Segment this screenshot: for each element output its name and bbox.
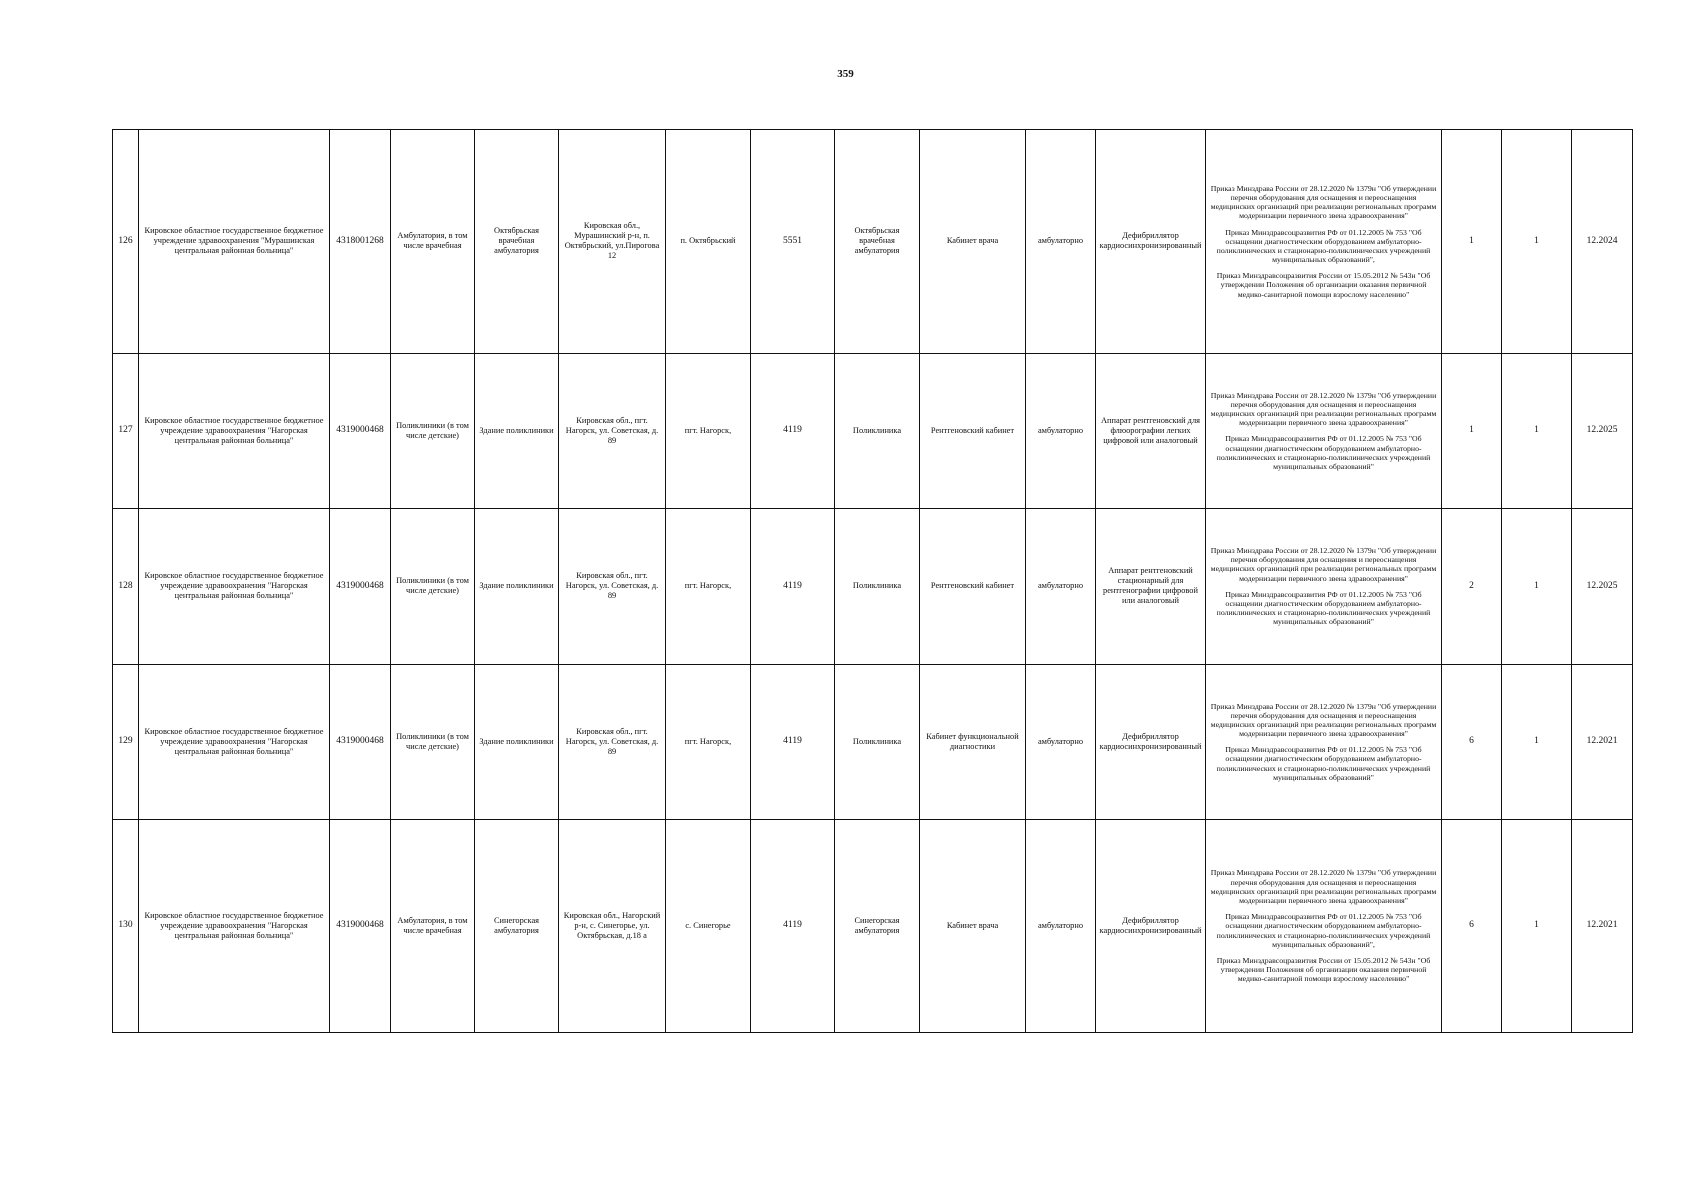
address-cell: Кировская обл., Мурашинский р-н, п. Октябрьский, ул.Пирогова 12: [559, 130, 666, 354]
legal-basis-cell: [1206, 664, 1442, 819]
institution-name: Кировское областное государственное бюджетное учреждение здравоохранения "Нагорская центральная районная больница": [139, 664, 330, 819]
legal-basis-paragraph: Приказ Минздрава России от 28.12.2020 № 1379н "Об утверждении перечня оборудования для оснащения и переоснащения медицинских организаций при реализации региональных программ модернизации первичного звена здравоохранения": [1210, 183, 1437, 221]
table-row: [113, 664, 1633, 819]
table-row: [113, 130, 1633, 354]
organization-type: Поликлиники (в том числе детские): [391, 664, 475, 819]
care-form-cell: амбулаторно: [1026, 130, 1096, 354]
planned-quantity-cell: 1: [1502, 820, 1572, 1033]
population-cell: 4119: [751, 509, 835, 664]
table-row: [113, 820, 1633, 1033]
planned-quantity-cell: 1: [1502, 509, 1572, 664]
equipment-cell: Дефибриллятор кардиосинхронизированный: [1096, 130, 1206, 354]
inn-cell: 4319000468: [330, 664, 391, 819]
legal-basis-cell: [1206, 130, 1442, 354]
legal-basis-cell: [1206, 820, 1442, 1033]
inn-cell: 4319000468: [330, 353, 391, 508]
room-cell: Рентгеновский кабинет: [920, 509, 1026, 664]
deadline-cell: 12.2024: [1572, 130, 1633, 354]
building-name: Синегорская амбулатория: [475, 820, 559, 1033]
locality-cell: пгт. Нагорск,: [666, 664, 751, 819]
row-number: 126: [113, 130, 139, 354]
institution-name: Кировское областное государственное бюджетное учреждение здравоохранения "Нагорская центральная районная больница": [139, 509, 330, 664]
address-cell: Кировская обл., пгт. Нагорск, ул. Советская, д. 89: [559, 509, 666, 664]
legal-basis-paragraph: Приказ Минздрава России от 28.12.2020 № 1379н "Об утверждении перечня оборудования для оснащения и переоснащения медицинских организаций при реализации региональных программ модернизации первичного звена здравоохранения": [1210, 546, 1437, 583]
table-row: [113, 509, 1633, 664]
population-cell: 4119: [751, 353, 835, 508]
planned-quantity-cell: 1: [1502, 353, 1572, 508]
quantity-cell: 1: [1442, 353, 1502, 508]
organization-type: Поликлиники (в том числе детские): [391, 353, 475, 508]
building-name: Здание поликлиники: [475, 664, 559, 819]
legal-basis-paragraph: Приказ Минздравсоцразвития России от 15.05.2012 № 543н "Об утверждении Положения об организации оказания первичной медико-санитарной помощи взрослому населению": [1216, 955, 1431, 984]
institution-name: Кировское областное государственное бюджетное учреждение здравоохранения "Мурашинская центральная районная больница": [139, 130, 330, 354]
equipment-cell: Аппарат рентгеновский для флюорографии легких цифровой или аналоговый: [1096, 353, 1206, 508]
locality-cell: пгт. Нагорск,: [666, 353, 751, 508]
legal-basis-paragraph: Приказ Минздрава России от 28.12.2020 № 1379н "Об утверждении перечня оборудования для оснащения и переоснащения медицинских организаций при реализации региональных программ модернизации первичного звена здравоохранения": [1210, 868, 1437, 906]
legal-basis-paragraph: Приказ Минздравсоцразвития РФ от 01.12.2005 № 753 "Об оснащении диагностическим оборудованием амбулаторно-поликлинических и стационарно-поликлинических учреждений муниципальных образований": [1216, 434, 1431, 471]
unit-cell: Поликлиника: [835, 664, 920, 819]
address-cell: Кировская обл., пгт. Нагорск, ул. Советская, д. 89: [559, 664, 666, 819]
legal-basis-paragraph: Приказ Минздравсоцразвития РФ от 01.12.2005 № 753 "Об оснащении диагностическим оборудованием амбулаторно-поликлинических и стационарно-поликлинических учреждений муниципальных образований",: [1216, 912, 1431, 949]
unit-cell: Октябрьская врачебная амбулатория: [835, 130, 920, 354]
quantity-cell: 6: [1442, 820, 1502, 1033]
equipment-cell: Дефибриллятор кардиосинхронизированный: [1096, 664, 1206, 819]
address-cell: Кировская обл., пгт. Нагорск, ул. Советская, д. 89: [559, 353, 666, 508]
locality-cell: с. Синегорье: [666, 820, 751, 1033]
table-body: [113, 130, 1633, 1033]
organization-type: Амбулатория, в том числе врачебная: [391, 820, 475, 1033]
inn-cell: 4319000468: [330, 509, 391, 664]
room-cell: Кабинет врача: [920, 130, 1026, 354]
building-name: Здание поликлиники: [475, 353, 559, 508]
legal-basis-paragraph: Приказ Минздрава России от 28.12.2020 № 1379н "Об утверждении перечня оборудования для оснащения и переоснащения медицинских организаций при реализации региональных программ модернизации первичного звена здравоохранения": [1210, 701, 1437, 739]
row-number: 128: [113, 509, 139, 664]
care-form-cell: амбулаторно: [1026, 664, 1096, 819]
organization-type: Поликлиники (в том числе детские): [391, 509, 475, 664]
unit-cell: Поликлиника: [835, 353, 920, 508]
quantity-cell: 2: [1442, 509, 1502, 664]
equipment-registry-table: [112, 129, 1633, 1033]
row-number: 129: [113, 664, 139, 819]
legal-basis-paragraph: Приказ Минздравсоцразвития РФ от 01.12.2005 № 753 "Об оснащении диагностическим оборудованием амбулаторно-поликлинических и стационарно-поликлинических учреждений муниципальных образований": [1216, 745, 1431, 782]
legal-basis-paragraph: Приказ Минздрава России от 28.12.2020 № 1379н "Об утверждении перечня оборудования для оснащения и переоснащения медицинских организаций при реализации региональных программ модернизации первичного звена здравоохранения": [1210, 390, 1437, 428]
building-name: Здание поликлиники: [475, 509, 559, 664]
unit-cell: Синегорская амбулатория: [835, 820, 920, 1033]
legal-basis-paragraph: Приказ Минздравсоцразвития РФ от 01.12.2005 № 753 "Об оснащении диагностическим оборудованием амбулаторно-поликлинических и стационарно-поликлинических учреждений муниципальных образований": [1216, 589, 1431, 627]
inn-cell: 4319000468: [330, 820, 391, 1033]
institution-name: Кировское областное государственное бюджетное учреждение здравоохранения "Нагорская центральная районная больница": [139, 353, 330, 508]
row-number: 127: [113, 353, 139, 508]
table-row: [113, 353, 1633, 508]
deadline-cell: 12.2025: [1572, 353, 1633, 508]
row-number: 130: [113, 820, 139, 1033]
population-cell: 5551: [751, 130, 835, 354]
equipment-cell: Дефибриллятор кардиосинхронизированный: [1096, 820, 1206, 1033]
unit-cell: Поликлиника: [835, 509, 920, 664]
quantity-cell: 1: [1442, 130, 1502, 354]
locality-cell: п. Октябрьский: [666, 130, 751, 354]
inn-cell: 4318001268: [330, 130, 391, 354]
planned-quantity-cell: 1: [1502, 130, 1572, 354]
locality-cell: пгт. Нагорск,: [666, 509, 751, 664]
care-form-cell: амбулаторно: [1026, 820, 1096, 1033]
building-name: Октябрьская врачебная амбулатория: [475, 130, 559, 354]
legal-basis-paragraph: Приказ Минздравсоцразвития РФ от 01.12.2005 № 753 "Об оснащении диагностическим оборудованием амбулаторно-поликлинических и стационарно-поликлинических учреждений муниципальных образований",: [1216, 227, 1431, 265]
room-cell: Кабинет функциональной диагностики: [920, 664, 1026, 819]
population-cell: 4119: [751, 820, 835, 1033]
room-cell: Рентгеновский кабинет: [920, 353, 1026, 508]
legal-basis-cell: [1206, 509, 1442, 664]
quantity-cell: 6: [1442, 664, 1502, 819]
page-number: 359: [837, 68, 854, 80]
deadline-cell: 12.2021: [1572, 664, 1633, 819]
deadline-cell: 12.2025: [1572, 509, 1633, 664]
room-cell: Кабинет врача: [920, 820, 1026, 1033]
deadline-cell: 12.2021: [1572, 820, 1633, 1033]
equipment-cell: Аппарат рентгеновский стационарный для рентгенографии цифровой или аналоговый: [1096, 509, 1206, 664]
care-form-cell: амбулаторно: [1026, 353, 1096, 508]
address-cell: Кировская обл., Нагорский р-н, с. Синегорье, ул. Октябрьская, д.18 а: [559, 820, 666, 1033]
planned-quantity-cell: 1: [1502, 664, 1572, 819]
care-form-cell: амбулаторно: [1026, 509, 1096, 664]
population-cell: 4119: [751, 664, 835, 819]
institution-name: Кировское областное государственное бюджетное учреждение здравоохранения "Нагорская центральная районная больница": [139, 820, 330, 1033]
legal-basis-paragraph: Приказ Минздравсоцразвития России от 15.05.2012 № 543н "Об утверждении Положения об организации оказания первичной медико-санитарной помощи взрослому населению": [1216, 271, 1431, 299]
legal-basis-cell: [1206, 353, 1442, 508]
organization-type: Амбулатория, в том числе врачебная: [391, 130, 475, 354]
